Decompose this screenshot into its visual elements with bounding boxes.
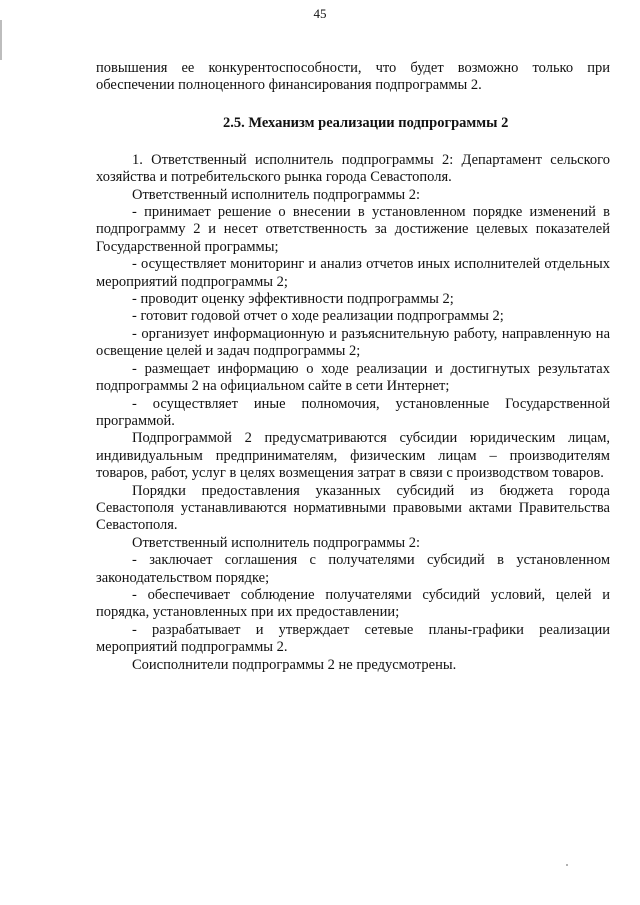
paragraph-responsible-executor: 1. Ответственный исполнитель подпрограммы 2: Департамент сельского хозяйства и потребительского рынка города Севастополя. xyxy=(96,151,610,186)
list-item-information-work: - организует информационную и разъяснительную работу, направленную на освещение целей и задач подпрограммы 2; xyxy=(96,325,610,360)
scan-speck xyxy=(566,864,568,866)
list-item-compliance: - обеспечивает соблюдение получателями субсидий условий, целей и порядка, установленных при их предоставлении; xyxy=(96,586,610,621)
list-item-agreements: - заключает соглашения с получателями субсидий в установленном законодательством порядке; xyxy=(96,552,610,586)
list-item-evaluation: - проводит оценку эффективности подпрограммы 2; xyxy=(132,291,454,308)
intro-paragraph: повышения ее конкурентоспособности, что будет возможно только при обеспечении полноценного финансирования подпрограммы 2. xyxy=(96,60,610,94)
page-number: 45 xyxy=(313,6,327,21)
paragraph-executor-duties-lead-2: Ответственный исполнитель подпрограммы 2: xyxy=(132,534,421,551)
paragraph-subsidy-procedures: Порядки предоставления указанных субсидий из бюджета города Севастополя устанавливаются нормативными правовыми актами Правительства Севастополя. xyxy=(96,482,610,534)
list-item-other-powers: - осуществляет иные полномочия, установленные Государственной программой. xyxy=(96,395,610,429)
paragraph-co-executors: Соисполнители подпрограммы 2 не предусмотрены. xyxy=(132,656,457,673)
list-item-annual-report: - готовит годовой отчет о ходе реализации подпрограммы 2; xyxy=(132,308,504,325)
paragraph-subsidies: Подпрограммой 2 предусматриваются субсидии юридическим лицам, индивидуальным предпринимателям, физическим лицам – производителям товаров, работ, услуг в целях возмещения затрат в связи с производством товаров. xyxy=(96,430,610,482)
list-item-monitoring: - осуществляет мониторинг и анализ отчетов иных исполнителей отдельных мероприятий подпрограммы 2; xyxy=(96,256,610,290)
list-item-publication: - размещает информацию о ходе реализации и достигнутых результатах подпрограммы 2 на официальном сайте в сети Интернет; xyxy=(96,360,610,395)
paragraph-executor-duties-lead: Ответственный исполнитель подпрограммы 2: xyxy=(132,186,421,203)
list-item-network-plans: - разрабатывает и утверждает сетевые планы-графики реализации мероприятий подпрограммы 2. xyxy=(96,621,610,656)
section-heading: 2.5. Механизм реализации подпрограммы 2 xyxy=(223,114,509,131)
document-body xyxy=(96,60,610,674)
list-item-decision: - принимает решение о внесении в установленном порядке изменений в подпрограмму 2 и несет ответственность за достижение целевых показателей Государственной программы; xyxy=(96,204,610,255)
page-edge-mark xyxy=(0,20,2,60)
